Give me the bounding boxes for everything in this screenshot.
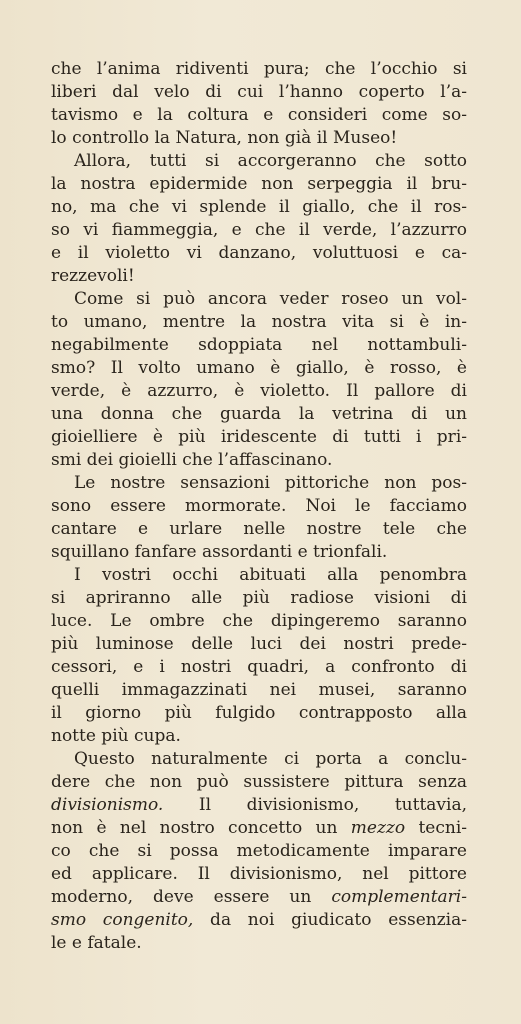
- text-line: smo? Il volto umano è giallo, è rosso, è: [51, 358, 467, 378]
- text-line: co che si possa metodicamente imparare: [51, 841, 467, 861]
- text-line: che l’anima ridiventi pura; che l’occhio si: [51, 59, 467, 79]
- text-line: dere che non può sussistere pittura senza: [51, 772, 467, 792]
- text-line: sono essere mormorate. Noi le facciamo: [51, 496, 467, 516]
- text-line: cantare e urlare nelle nostre tele che: [51, 519, 467, 539]
- text-line: una donna che guarda la vetrina di un: [51, 404, 467, 424]
- text-line: quelli immagazzinati nei musei, saranno: [51, 680, 467, 700]
- text-line: divisionismo. Il divisionismo, tuttavia,: [51, 795, 467, 815]
- text-line: smo congenito, da noi giudicato essenzia-: [51, 910, 467, 930]
- text-line: tavismo e la coltura e consideri come so-: [51, 105, 467, 125]
- text-line: la nostra epidermide non serpeggia il bru-: [51, 174, 467, 194]
- text-line: luce. Le ombre che dipingeremo saranno: [51, 611, 467, 631]
- text-line: le e fatale.: [51, 933, 142, 953]
- italic-text: smo congenito,: [51, 910, 194, 930]
- text-line: smi dei gioielli che l’affascinano.: [51, 450, 333, 470]
- text-line: e il violetto vi danzano, voluttuosi e ca-: [51, 243, 467, 263]
- italic-text: complementari-: [331, 887, 467, 907]
- text-line: il giorno più fulgido contrapposto alla: [51, 703, 467, 723]
- text-line: ed applicare. Il divisionismo, nel pittore: [51, 864, 467, 884]
- text-line: liberi dal velo di cui l’hanno coperto l’a-: [51, 82, 467, 102]
- text-line: notte più cupa.: [51, 726, 181, 746]
- text-line: Le nostre sensazioni pittoriche non pos-: [74, 473, 467, 493]
- text-line: no, ma che vi splende il giallo, che il ros-: [51, 197, 467, 217]
- text-line: gioielliere è più iridescente di tutti i pri-: [51, 427, 467, 447]
- text-line: cessori, e i nostri quadri, a confronto di: [51, 657, 467, 677]
- text-line: si apriranno alle più radiose visioni di: [51, 588, 467, 608]
- text-line: negabilmente sdoppiata nel nottambuli-: [51, 335, 467, 355]
- text-line: I vostri occhi abituati alla penombra: [74, 565, 467, 585]
- text-line: moderno, deve essere un complementari-: [51, 887, 467, 907]
- italic-text: mezzo: [350, 818, 406, 838]
- text-line: squillano fanfare assordanti e trionfali.: [51, 542, 388, 562]
- text-line: Questo naturalmente ci porta a conclu-: [74, 749, 467, 769]
- text-line: lo controllo la Natura, non già il Museo!: [51, 128, 398, 148]
- text-line: to umano, mentre la nostra vita si è in-: [51, 312, 467, 332]
- text-line: più luminose delle luci dei nostri prede-: [51, 634, 467, 654]
- text-line: verde, è azzurro, è violetto. Il pallore di: [51, 381, 467, 401]
- text-line: Come si può ancora veder roseo un vol-: [74, 289, 467, 309]
- text-line: so vi fiammeggia, e che il verde, l’azzurro: [51, 220, 467, 240]
- text-line: non è nel nostro concetto un mezzo tecni-: [51, 818, 467, 838]
- italic-text: divisionismo.: [51, 795, 164, 815]
- text-line: Allora, tutti si accorgeranno che sotto: [74, 151, 467, 171]
- text-line: rezzevoli!: [51, 266, 135, 286]
